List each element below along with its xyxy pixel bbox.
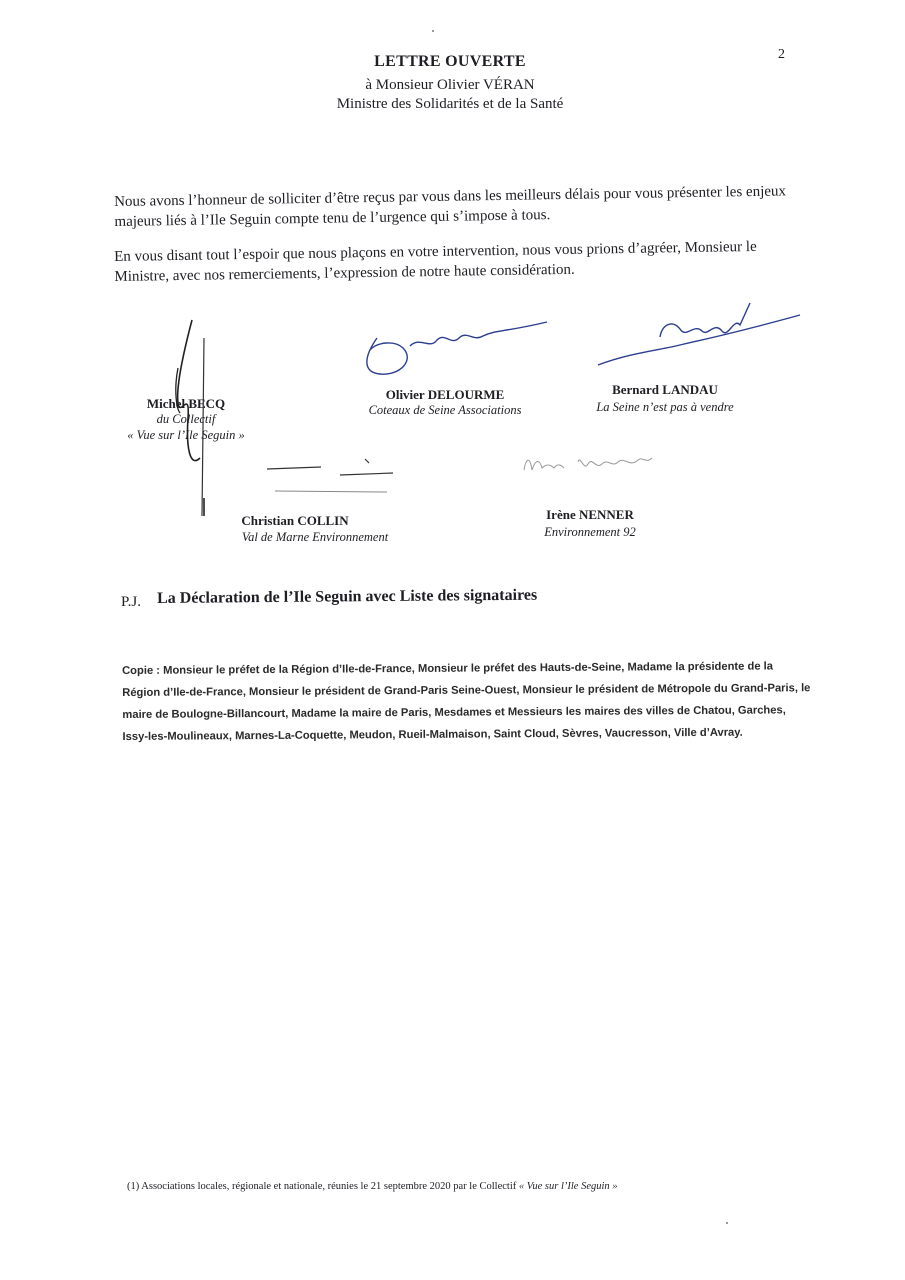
pj-prefix: P.J. [121, 594, 142, 610]
copy-recipients-text: Monsieur le préfet de la Région d’Ile-de-France, Monsieur le préfet des Hauts-de-Seine, Madame la présidente de la Région d’Ile-de-France, Monsieur le président de Grand-Paris Seine-Ouest, Monsieur le président de Métropole du Grand-Paris, le maire de Boulogne-Billancourt, Madame la maire de Paris, Mesdames et Messieurs les maires des villes de Chatou, Garches, Issy-les-Moulineaux, Marnes-La-Coquette, Meudon, Rueil-Malmaison, Saint Cloud, Sèvres, Vaucresson, Ville d’Avray. [122, 660, 811, 743]
footnote [127, 1181, 618, 1192]
signatory-org-becq-line1: du Collectif [156, 412, 216, 426]
signatory-org-delourme: Coteaux de Seine Associations [368, 403, 522, 417]
body-paragraph-2: En vous disant tout l’espoir que nous plaçons en votre intervention, nous vous prions d’agréer, Monsieur le Ministre, avec nos remerciements, l’expression de notre haute considération. [114, 238, 757, 285]
page-number: 2 [778, 47, 785, 62]
scan-speck [726, 1222, 728, 1224]
footnote-text: (1) Associations locales, régionale et nationale, réunies le 21 septembre 2020 par le Collectif [127, 1181, 517, 1192]
signatory-name-landau: Bernard LANDAU [612, 382, 718, 397]
signatory-name-nenner: Irène NENNER [546, 507, 634, 522]
addressee-role: Ministre des Solidarités et de la Santé [336, 96, 564, 112]
letter-title: LETTRE OUVERTE [374, 53, 526, 70]
signatory-org-landau: La Seine n’est pas à vendre [596, 400, 734, 414]
addressee-line: à Monsieur Olivier VÉRAN [365, 77, 535, 93]
signatory-org-nenner: Environnement 92 [544, 525, 636, 539]
signatory-org-becq-line2: « Vue sur l’Ile Seguin » [127, 428, 245, 442]
body-paragraph-1: Nous avons l’honneur de solliciter d’être reçus par vous dans les meilleurs délais pour vous présenter les enjeux majeurs liés à l’Ile Seguin compte tenu de l’urgence qui s’impose à tous. [114, 183, 787, 230]
signature-landau [590, 295, 805, 375]
footnote-collective-name: « Vue sur l’Ile Seguin » [518, 1181, 618, 1192]
signature-delourme [355, 310, 555, 385]
signatory-org-collin: Val de Marne Environnement [241, 530, 389, 544]
signatory-name-collin: Christian COLLIN [241, 513, 349, 528]
copy-label: Copie : [122, 664, 161, 677]
signature-nenner [520, 448, 670, 478]
signatory-name-delourme: Olivier DELOURME [385, 387, 505, 402]
copy-recipients [122, 655, 813, 748]
scan-speck [432, 30, 434, 32]
signature-collin [265, 455, 400, 500]
signatory-name-becq: Michel BECQ [146, 396, 226, 411]
pj-attachment-title: La Déclaration de l’Ile Seguin avec Liste des signataires [157, 586, 538, 607]
